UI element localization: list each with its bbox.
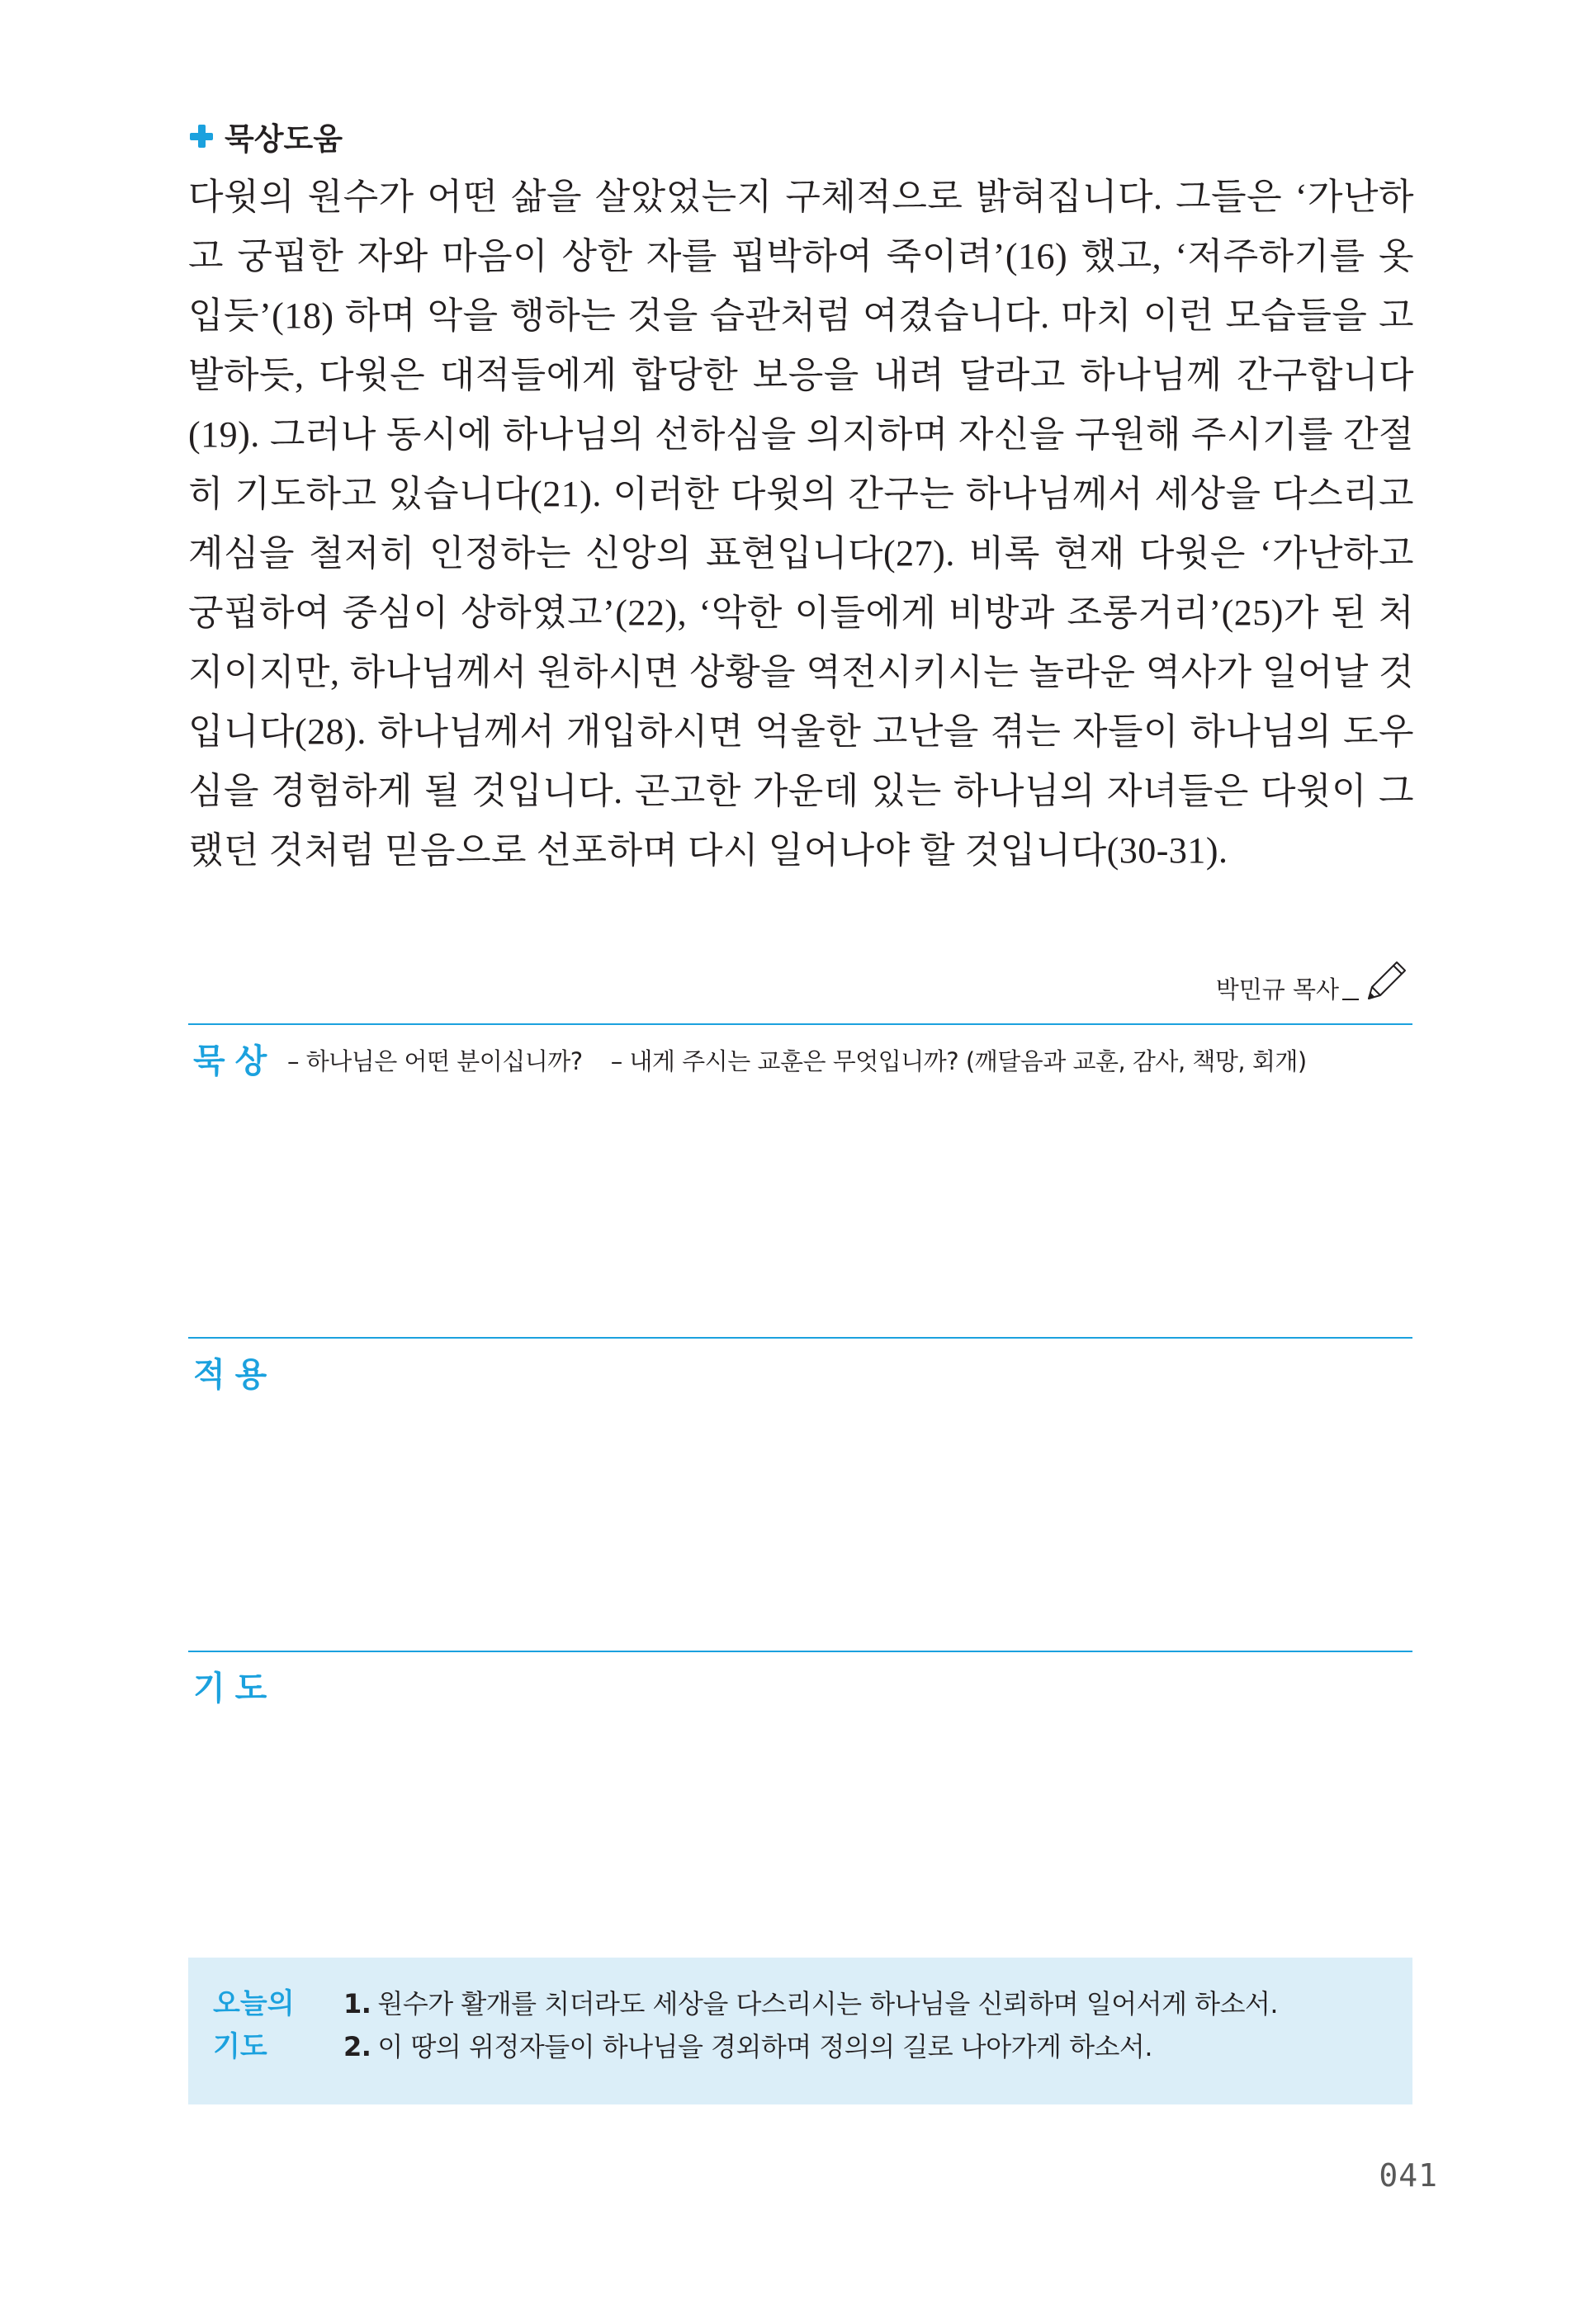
author-signature bbox=[1216, 957, 1410, 1005]
meditation-label: 묵상 bbox=[193, 1042, 277, 1080]
meditation-prompts bbox=[287, 1043, 1307, 1077]
meditation-prompt-1: – 하나님은 어떤 분이십니까? bbox=[287, 1047, 583, 1075]
today-prayer-box bbox=[188, 1958, 1412, 2104]
heading-label: 묵상도움 bbox=[225, 121, 343, 157]
author-name: 박민규 목사 bbox=[1215, 975, 1339, 1004]
meditation-section bbox=[188, 1023, 1412, 1339]
plus-icon bbox=[190, 125, 213, 148]
today-prayer-item-number: 1. bbox=[343, 1988, 371, 2019]
commentary-text: 다윗의 원수가 어떤 삶을 살았었는지 구체적으로 밝혀집니다. 그들은 ‘가난하고 궁핍한 자와 마음이 상한 자를 핍박하여 죽이려’(16) 했고, ‘저주하기를 옷 입듯’(18) 하며 악을 행하는 것을 습관처럼 여겼습니다. 마치 이런 모습들을 고발하듯, 다윗은 대적들에게 합당한 보응을 내려 달라고 하나님께 간구합니다(19). 그러나 동시에 하나님의 선하심을 의지하며 자신을 구원해 주시기를 간절히 기도하고 있습니다(21). 이러한 다윗의 간구는 하나님께서 세상을 다스리고 계심을 철저히 인정하는 신앙의 표현입니다(27). 비록 현재 다윗은 ‘가난하고 궁핍하여 중심이 상하였고’(22), ‘악한 이들에게 비방과 조롱거리’(25)가 된 처지이지만, 하나님께서 원하시면 상황을 역전시키시는 놀라운 역사가 일어날 것입니다(28). 하나님께서 개입하시면 억울한 고난을 겪는 자들이 하나님의 도우심을 경험하게 될 것입니다. 곤고한 가운데 있는 하나님의 자녀들은 다윗이 그랬던 것처럼 믿음으로 선포하며 다시 일어나야 할 것입니다(30-31). bbox=[188, 177, 1414, 871]
today-prayer-label-line1: 오늘의 bbox=[213, 1987, 295, 2020]
today-prayer-item-text: 이 땅의 위정자들이 하나님을 경외하며 정의의 길로 나아가게 하소서. bbox=[377, 2031, 1153, 2062]
today-prayer-list bbox=[343, 1982, 1278, 2068]
application-label: 적용 bbox=[193, 1356, 277, 1394]
today-prayer-item bbox=[343, 2025, 1278, 2068]
today-prayer-label-line2: 기도 bbox=[213, 2030, 267, 2063]
prayer-section bbox=[188, 1651, 1412, 1949]
pencil-icon bbox=[1362, 957, 1410, 1005]
today-prayer-item bbox=[343, 1982, 1278, 2025]
today-prayer-item-text: 원수가 활개를 치더라도 세상을 다스리시는 하나님을 신뢰하며 일어서게 하소서. bbox=[377, 1988, 1279, 2019]
today-prayer-label bbox=[213, 1982, 304, 2068]
page-number: 041 bbox=[1379, 2157, 1438, 2194]
devotional-heading bbox=[190, 116, 343, 157]
meditation-prompt-2: – 내게 주시는 교훈은 무엇입니까? (깨달음과 교훈, 감사, 책망, 회개) bbox=[610, 1047, 1307, 1075]
today-prayer-item-number: 2. bbox=[343, 2031, 371, 2062]
signature-line bbox=[1342, 999, 1359, 1000]
application-section bbox=[188, 1337, 1412, 1652]
prayer-label: 기도 bbox=[193, 1670, 277, 1708]
